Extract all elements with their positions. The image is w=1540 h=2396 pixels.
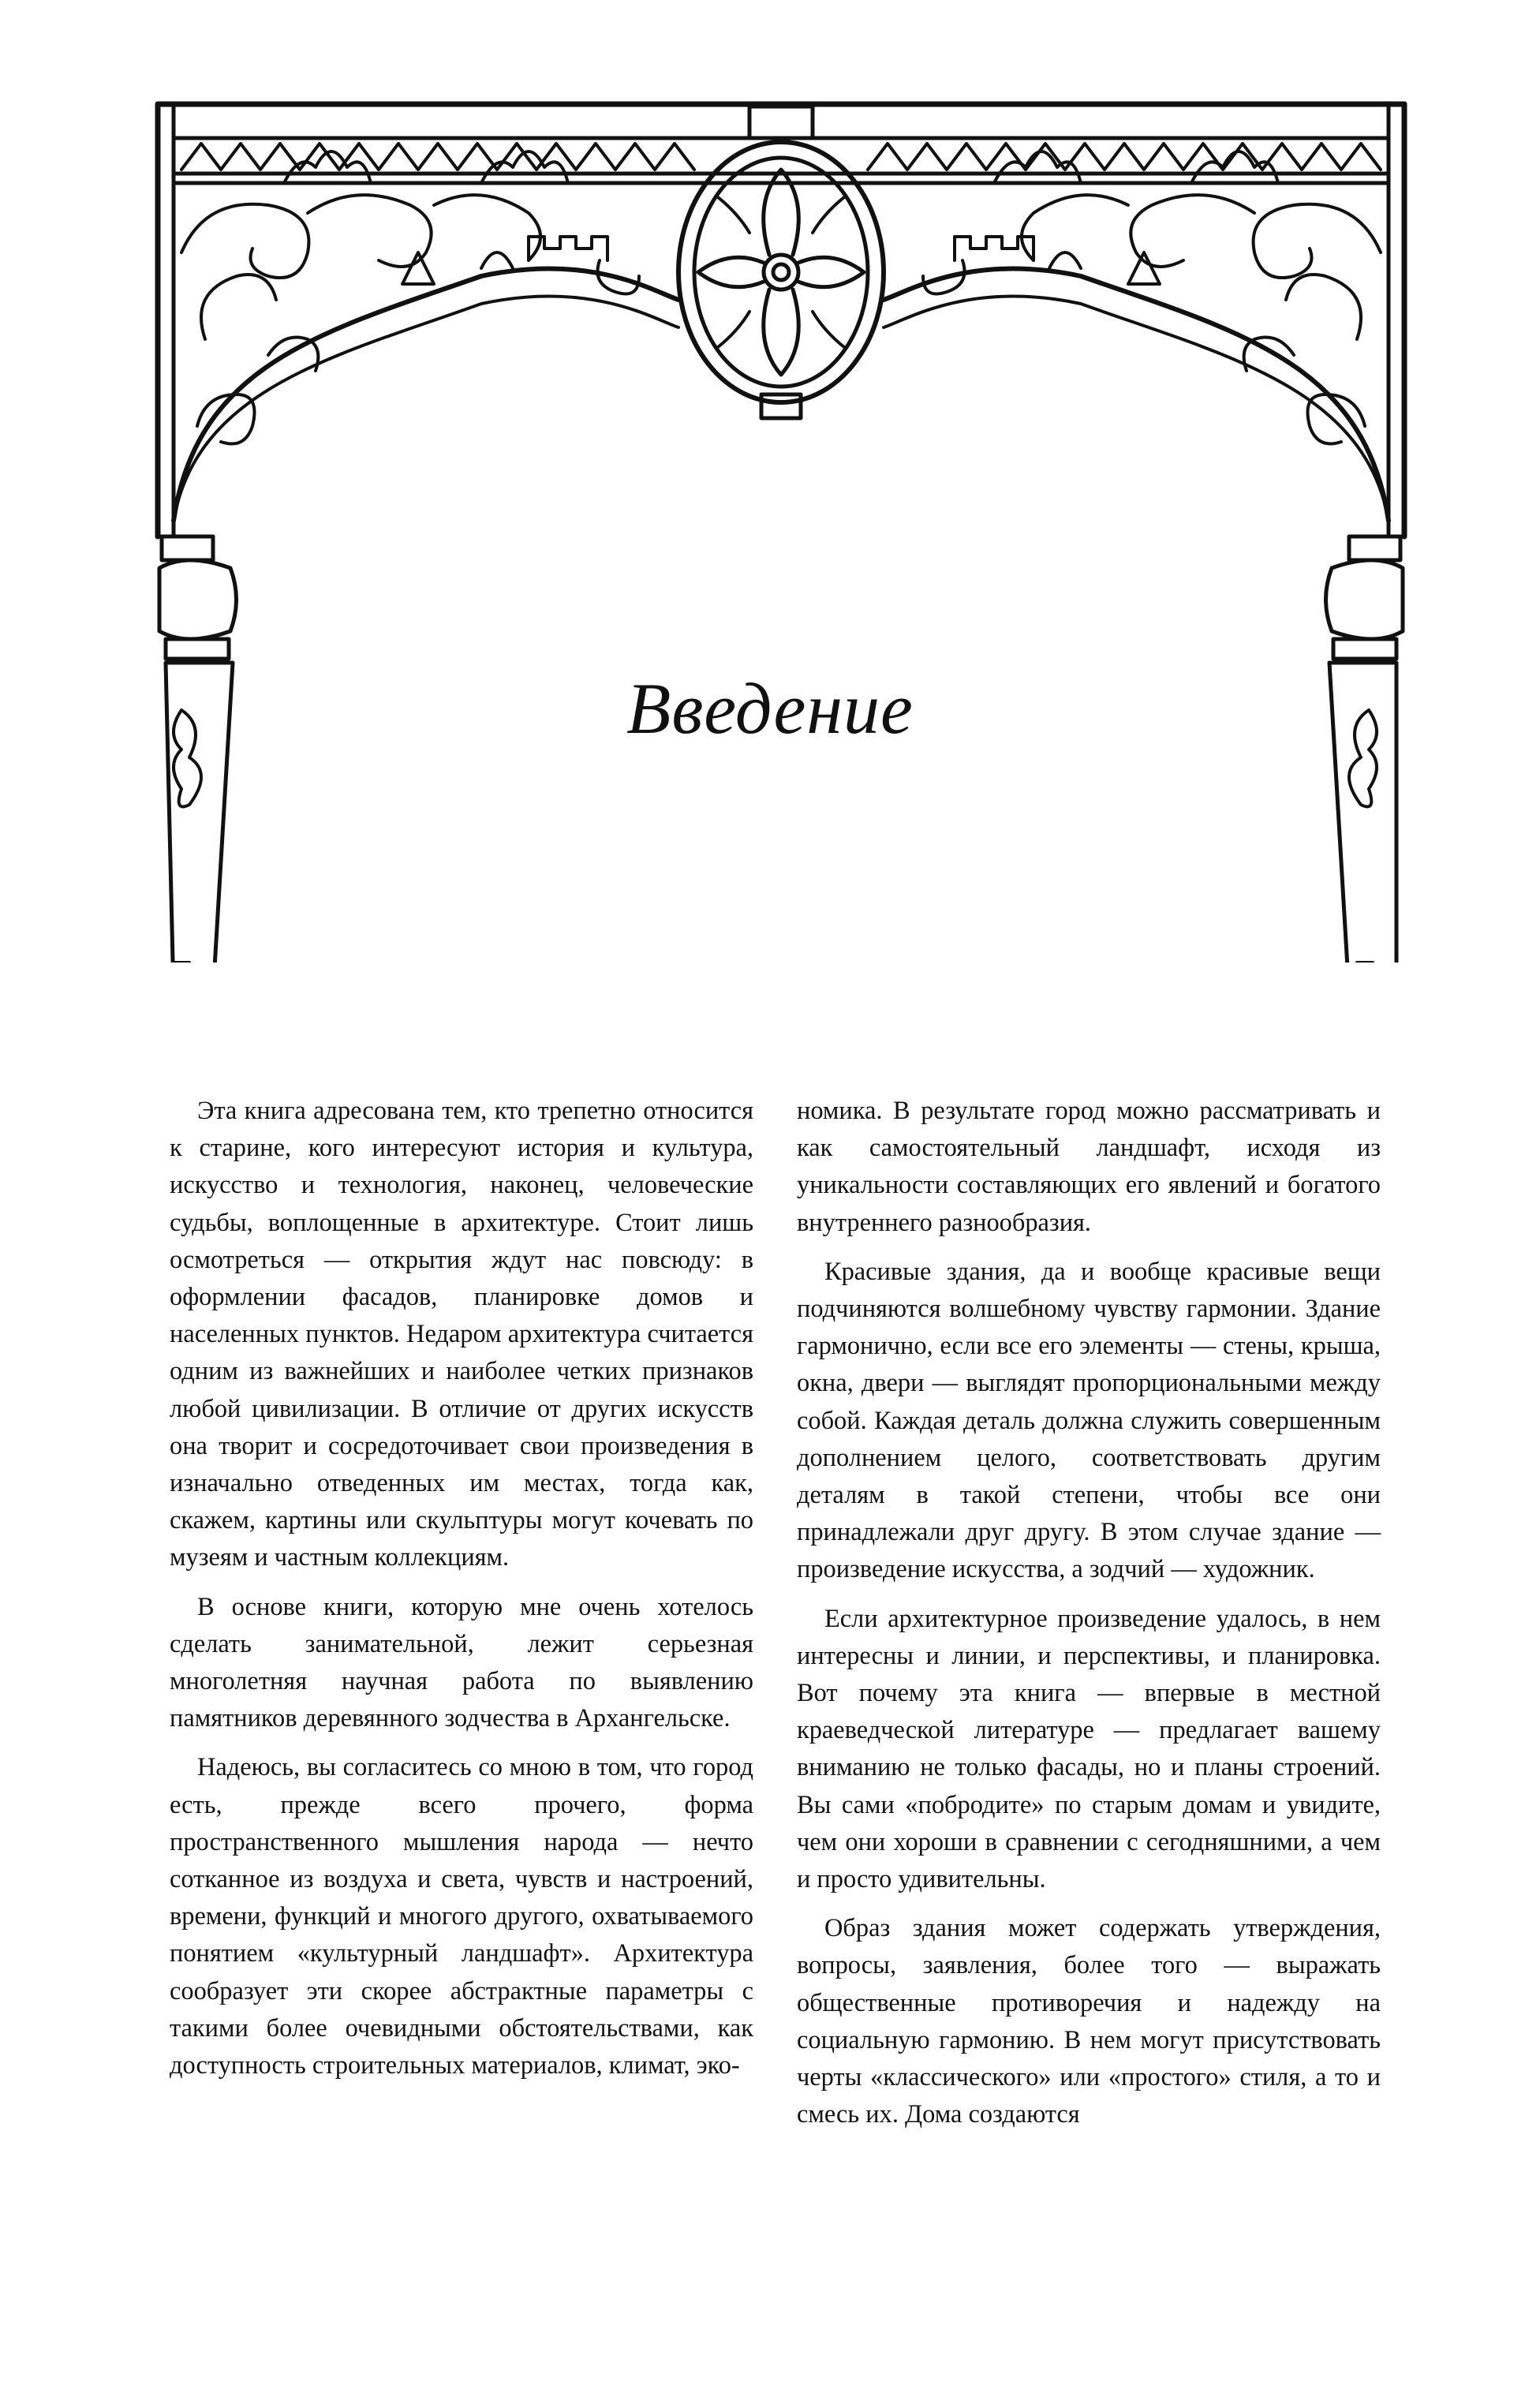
paragraph: В основе книги, которую мне очень хотелось сделать занимательной, лежит серьезная многолетняя научная работа по выявлению памятников деревянного зодчества в Архангельске. (170, 1592, 753, 1733)
left-text-column (170, 1093, 753, 2096)
right-scrollwork (923, 195, 1381, 443)
paragraph-continuation: номика. В результате город можно рассматривать и как самостоятельный ландшафт, исходя из уникальности составляющих его явлений и богатого внутреннего разнообразия. (797, 1097, 1381, 1237)
inner-arch (174, 269, 678, 521)
right-pillar (1326, 536, 1405, 963)
paragraph: Образ здания может содержать утверждения, вопросы, заявления, более того — выражать общественные противоречия и надежду на социальную гармонию. В нем могут присутствовать черты «классического» или «простого» стиля, а то и смесь их. Дома создаются (797, 1914, 1381, 2129)
right-text-column (797, 1093, 1381, 2145)
paragraph: Эта книга адресована тем, кто трепетно относится к старине, кого интересуют история и культура, искусство и технология, наконец, человеческие судьбы, воплощенные в архитектуре. Стоит лишь осмотреться — открытия ждут нас повсюду: в оформлении фасадов, планировке домов и населенных пунктов. Недаром архитектура считается одним из важнейших и наиболее четких признаков любой цивилизации. В отличие от других искусств она творит и сосредоточивает свои произведения в изначально отведенных им местах, тогда как, скажем, картины или скульптуры могут кочевать по музеям и частным коллекциям. (170, 1097, 753, 1572)
page-title: Введение (626, 668, 914, 749)
left-pillar (158, 536, 237, 963)
zigzag-left (181, 144, 694, 170)
zigzag-right (868, 144, 1381, 170)
left-scrollwork (181, 195, 639, 443)
paragraph: Красивые здания, да и вообще красивые вещи подчиняются волшебному чувству гармонии. Здание гармонично, если все его элементы — стены, крыша, окна, двери — выглядят пропорциональными между собой. Каждая деталь должна служить совершенным дополнением целого, соответствовать другим деталям в такой степени, чтобы все они принадлежали друг другу. В этом случае здание — произведение искусства, а зодчий — художник. (797, 1257, 1381, 1584)
carved-arch-ornament-icon (150, 95, 1412, 963)
paragraph: Надеюсь, вы согласитесь со мною в том, что город есть, прежде всего прочего, форма пространственного мышления народа — нечто сотканное из воздуха и света, чувств и настроений, времени, функций и многого другого, охватываемого понятием «культурный ландшафт». Архитектура сообразует эти скорее абстрактные параметры с такими более очевидными обстоятельствами, как доступность строительных материалов, климат, эко- (170, 1753, 753, 2080)
paragraph: Если архитектурное произведение удалось, в нем интересны и линии, и перспективы, и планировка. Вот почему эта книга — впервые в местной краеведческой литературе — предлагает вашему вниманию не только фасады, но и планы строений. Вы сами «побродите» по старым домам и увидите, чем они хороши в сравнении с сегодняшними, а чем и просто удивительны. (797, 1604, 1381, 1894)
central-medallion (678, 107, 884, 418)
